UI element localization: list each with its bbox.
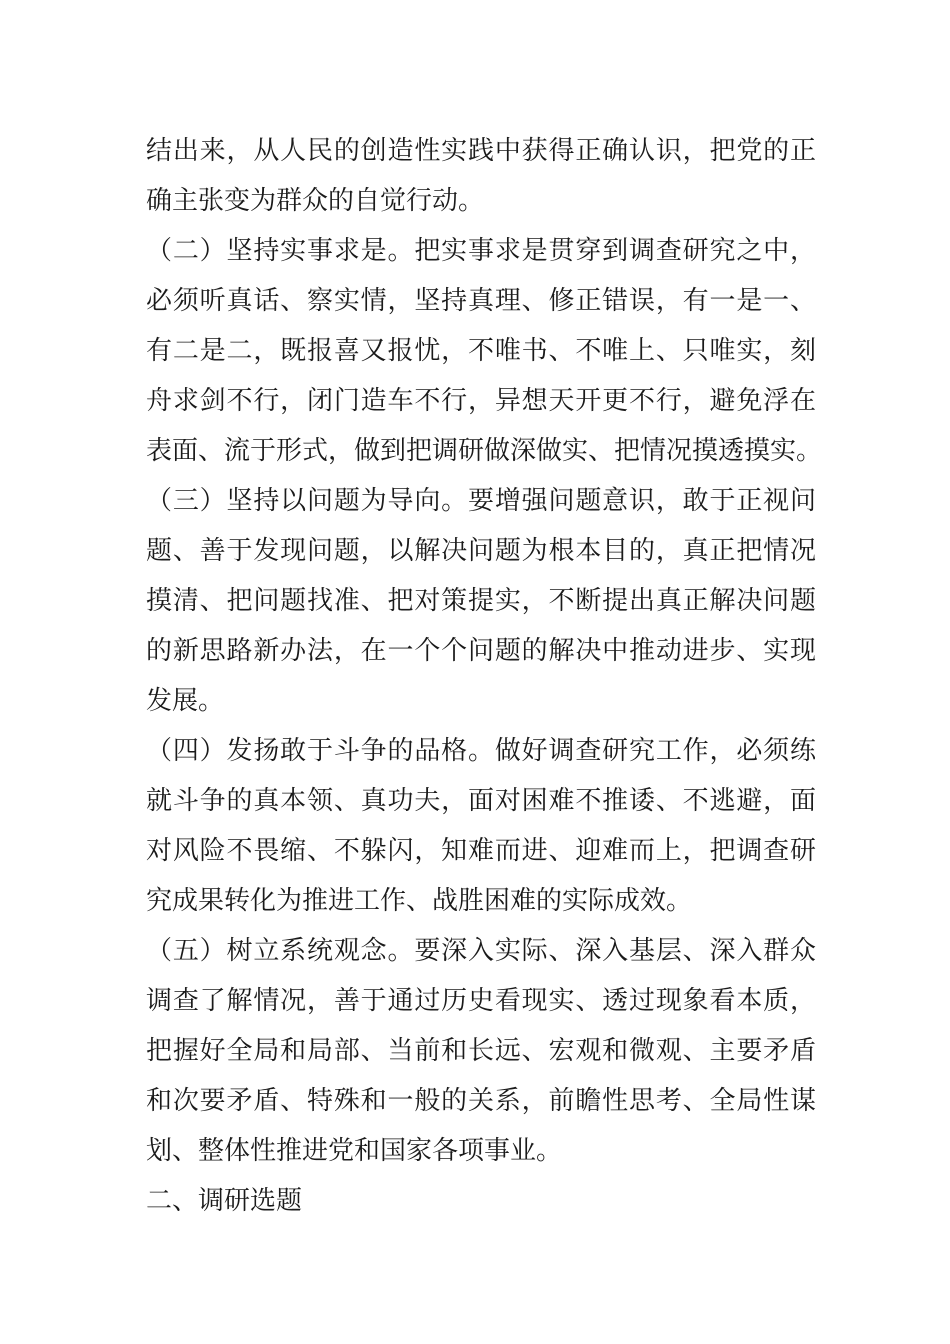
text-line: 表面、流于形式，做到把调研做深做实、把情况摸透摸实。 xyxy=(146,436,823,466)
text-line: 划、整体性推进党和国家各项事业。 xyxy=(146,1136,563,1166)
paragraph-heading-2: （二）坚持实事求是。把实事求是贯穿到调查研究之中， xyxy=(146,236,816,266)
text-line: 必须听真话、察实情，坚持真理、修正错误，有一是一、 xyxy=(146,286,816,316)
text-line: 和次要矛盾、特殊和一般的关系，前瞻性思考、全局性谋 xyxy=(146,1086,816,1116)
paragraph-heading-3: （三）坚持以问题为导向。要增强问题意识，敢于正视问 xyxy=(146,486,816,516)
paragraph-heading-5: （五）树立系统观念。要深入实际、深入基层、深入群众 xyxy=(146,936,816,966)
text-line: 把握好全局和局部、当前和长远、宏观和微观、主要矛盾 xyxy=(146,1036,816,1066)
text-line: 究成果转化为推进工作、战胜困难的实际成效。 xyxy=(146,886,693,916)
text-line: 摸清、把问题找准、把对策提实，不断提出真正解决问题 xyxy=(146,586,816,616)
text-line: 有二是二，既报喜又报忧，不唯书、不唯上、只唯实，刻 xyxy=(146,336,816,366)
text-line: 结出来，从人民的创造性实践中获得正确认识，把党的正 xyxy=(146,136,816,166)
text-line: 发展。 xyxy=(146,686,225,716)
text-line: 调查了解情况，善于通过历史看现实、透过现象看本质， xyxy=(146,986,816,1016)
text-line: 就斗争的真本领、真功夫，面对困难不推诿、不逃避，面 xyxy=(146,786,816,816)
text-line: 的新思路新办法，在一个个问题的解决中推动进步、实现 xyxy=(146,636,816,666)
text-line: 题、善于发现问题，以解决问题为根本目的，真正把情况 xyxy=(146,536,816,566)
text-line: 确主张变为群众的自觉行动。 xyxy=(146,186,485,216)
text-line: 舟求剑不行，闭门造车不行，异想天开更不行，避免浮在 xyxy=(146,386,816,416)
paragraph-heading-4: （四）发扬敢于斗争的品格。做好调查研究工作，必须练 xyxy=(146,736,816,766)
text-line: 对风险不畏缩、不躲闪，知难而进、迎难而上，把调查研 xyxy=(146,836,816,866)
section-heading: 二、调研选题 xyxy=(146,1186,303,1216)
